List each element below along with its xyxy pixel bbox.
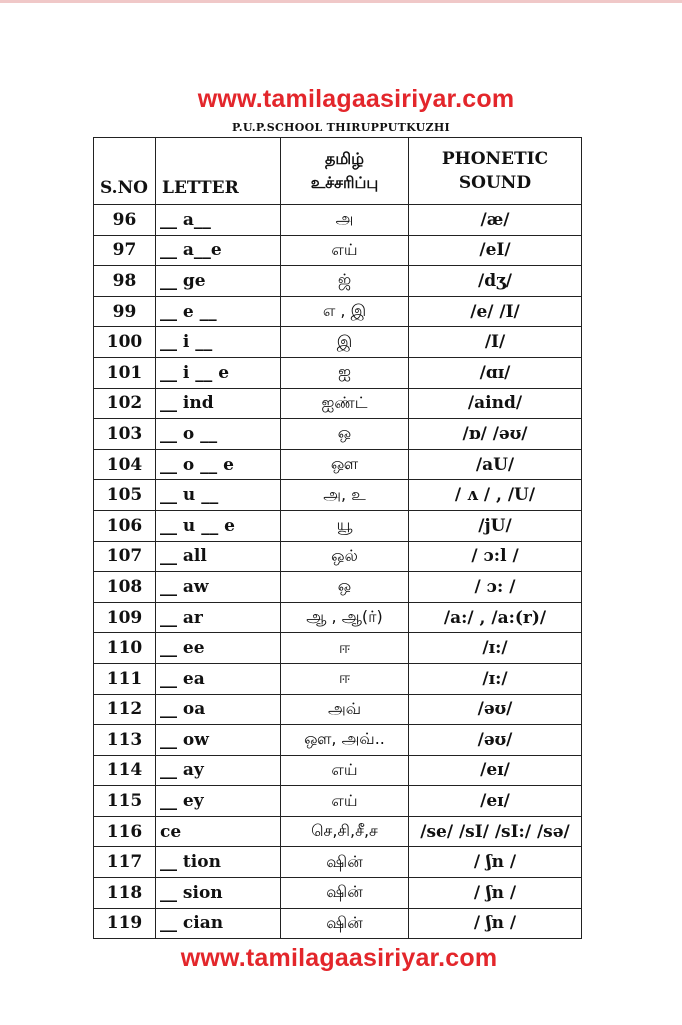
cell-phonetic: /aU/ [409,449,582,480]
cell-phonetic: /se/ /sI/ /sI:/ /sə/ [409,816,582,847]
table-row [94,357,582,388]
cell-sno: 105 [94,480,156,511]
table-row [94,235,582,266]
cell-letter: __ sion [156,878,281,909]
cell-tamil: ஒ [281,572,409,603]
cell-letter: __ ey [156,786,281,817]
cell-sno: 96 [94,205,156,236]
cell-sno: 108 [94,572,156,603]
cell-tamil: எய் [281,755,409,786]
table-row [94,388,582,419]
cell-tamil: அவ் [281,694,409,725]
cell-letter: __ all [156,541,281,572]
table-row [94,847,582,878]
cell-sno: 111 [94,663,156,694]
cell-sno: 106 [94,510,156,541]
cell-tamil: ஐ [281,357,409,388]
table-row [94,602,582,633]
cell-sno: 97 [94,235,156,266]
cell-phonetic: /æ/ [409,205,582,236]
cell-sno: 98 [94,266,156,297]
cell-phonetic: /ɪ:/ [409,663,582,694]
cell-phonetic: /I/ [409,327,582,358]
cell-tamil: ஜ் [281,266,409,297]
header-phonetic-line2: SOUND [458,173,532,193]
cell-letter: ce [156,816,281,847]
website-url-footer[interactable]: www.tamilagaasiriyar.com [180,944,498,972]
cell-letter: __ aw [156,572,281,603]
cell-letter: __ u __ [156,480,281,511]
cell-sno: 103 [94,419,156,450]
table-row [94,327,582,358]
cell-tamil: அ [281,205,409,236]
cell-letter: __ a__ [156,205,281,236]
cell-tamil: ஒல் [281,541,409,572]
cell-sno: 107 [94,541,156,572]
cell-phonetic: /əʊ/ [409,725,582,756]
cell-phonetic: / ʃn / [409,908,582,939]
table-row [94,480,582,511]
cell-sno: 102 [94,388,156,419]
cell-letter: __ ge [156,266,281,297]
cell-letter: __ a__e [156,235,281,266]
table-row [94,816,582,847]
cell-sno: 109 [94,602,156,633]
table-row [94,510,582,541]
cell-sno: 101 [94,357,156,388]
cell-tamil: ஆ , ஆ(ர்) [281,602,409,633]
cell-sno: 99 [94,296,156,327]
cell-letter: __ o __ e [156,449,281,480]
header-tamil-pronunciation [281,138,409,205]
header-tamil-line2: உச்சரிப்பு [310,173,379,192]
table-row [94,266,582,297]
cell-phonetic: / ʃn / [409,878,582,909]
cell-letter: __ cian [156,908,281,939]
cell-letter: __ i __ [156,327,281,358]
cell-phonetic: /aind/ [409,388,582,419]
top-border-line [0,0,682,3]
cell-tamil: ஷின் [281,908,409,939]
cell-tamil: எய் [281,235,409,266]
phonetics-table-container [93,137,581,939]
cell-tamil: ஈ [281,633,409,664]
cell-sno: 116 [94,816,156,847]
cell-phonetic: /eI/ [409,235,582,266]
cell-phonetic: /ɑɪ/ [409,357,582,388]
cell-sno: 113 [94,725,156,756]
cell-tamil: செ,சி,சீ,ச [281,816,409,847]
table-row [94,419,582,450]
cell-sno: 118 [94,878,156,909]
cell-tamil: எய் [281,786,409,817]
cell-phonetic: / ɔ: / [409,572,582,603]
header-phonetic-sound [409,138,582,205]
cell-sno: 110 [94,633,156,664]
cell-phonetic: / ɔ:l / [409,541,582,572]
cell-tamil: ஔ, அவ்.. [281,725,409,756]
school-name: P.U.P.SCHOOL THIRUPPUTKUZHI [231,121,450,134]
cell-phonetic: /eɪ/ [409,786,582,817]
cell-sno: 115 [94,786,156,817]
table-row [94,908,582,939]
cell-sno: 119 [94,908,156,939]
table-row [94,633,582,664]
table-row [94,541,582,572]
cell-phonetic: /e/ /I/ [409,296,582,327]
cell-tamil: ஈ [281,663,409,694]
cell-sno: 104 [94,449,156,480]
cell-tamil: ஷின் [281,878,409,909]
cell-phonetic: / ʃn / [409,847,582,878]
table-row [94,205,582,236]
table-row [94,572,582,603]
cell-tamil: இ [281,327,409,358]
cell-tamil: யூ [281,510,409,541]
phonetics-table [93,137,582,939]
cell-letter: __ i __ e [156,357,281,388]
cell-phonetic: /jU/ [409,510,582,541]
header-sno: S.NO [94,138,156,205]
header-phonetic-line1: PHONETIC [441,149,549,169]
cell-letter: __ ea [156,663,281,694]
table-row [94,786,582,817]
table-row [94,725,582,756]
cell-tamil: ஔ [281,449,409,480]
header-tamil-line1: தமிழ் [324,149,365,168]
cell-letter: __ e __ [156,296,281,327]
cell-phonetic: /əʊ/ [409,694,582,725]
table-row [94,663,582,694]
website-url-header[interactable]: www.tamilagaasiriyar.com [197,85,515,113]
table-row [94,755,582,786]
cell-phonetic: /eɪ/ [409,755,582,786]
cell-letter: __ oa [156,694,281,725]
cell-tamil: எ , இ [281,296,409,327]
table-row [94,449,582,480]
cell-phonetic: /a:/ , /a:(r)/ [409,602,582,633]
cell-letter: __ ay [156,755,281,786]
cell-phonetic: /dʒ/ [409,266,582,297]
cell-sno: 117 [94,847,156,878]
header-letter: LETTER [156,138,281,205]
cell-letter: __ ar [156,602,281,633]
table-row [94,694,582,725]
table-row [94,878,582,909]
cell-letter: __ u __ e [156,510,281,541]
cell-letter: __ ee [156,633,281,664]
cell-phonetic: / ʌ / , /U/ [409,480,582,511]
table-row [94,296,582,327]
cell-sno: 100 [94,327,156,358]
table-header-row [94,138,582,205]
cell-letter: __ ind [156,388,281,419]
cell-tamil: அ, உ [281,480,409,511]
cell-tamil: ஐண்ட் [281,388,409,419]
table-body [94,205,582,939]
cell-letter: __ o __ [156,419,281,450]
cell-tamil: ஒ [281,419,409,450]
cell-tamil: ஷின் [281,847,409,878]
cell-letter: __ tion [156,847,281,878]
cell-phonetic: /ɪ:/ [409,633,582,664]
cell-phonetic: /ɒ/ /əʊ/ [409,419,582,450]
cell-sno: 114 [94,755,156,786]
cell-sno: 112 [94,694,156,725]
cell-letter: __ ow [156,725,281,756]
